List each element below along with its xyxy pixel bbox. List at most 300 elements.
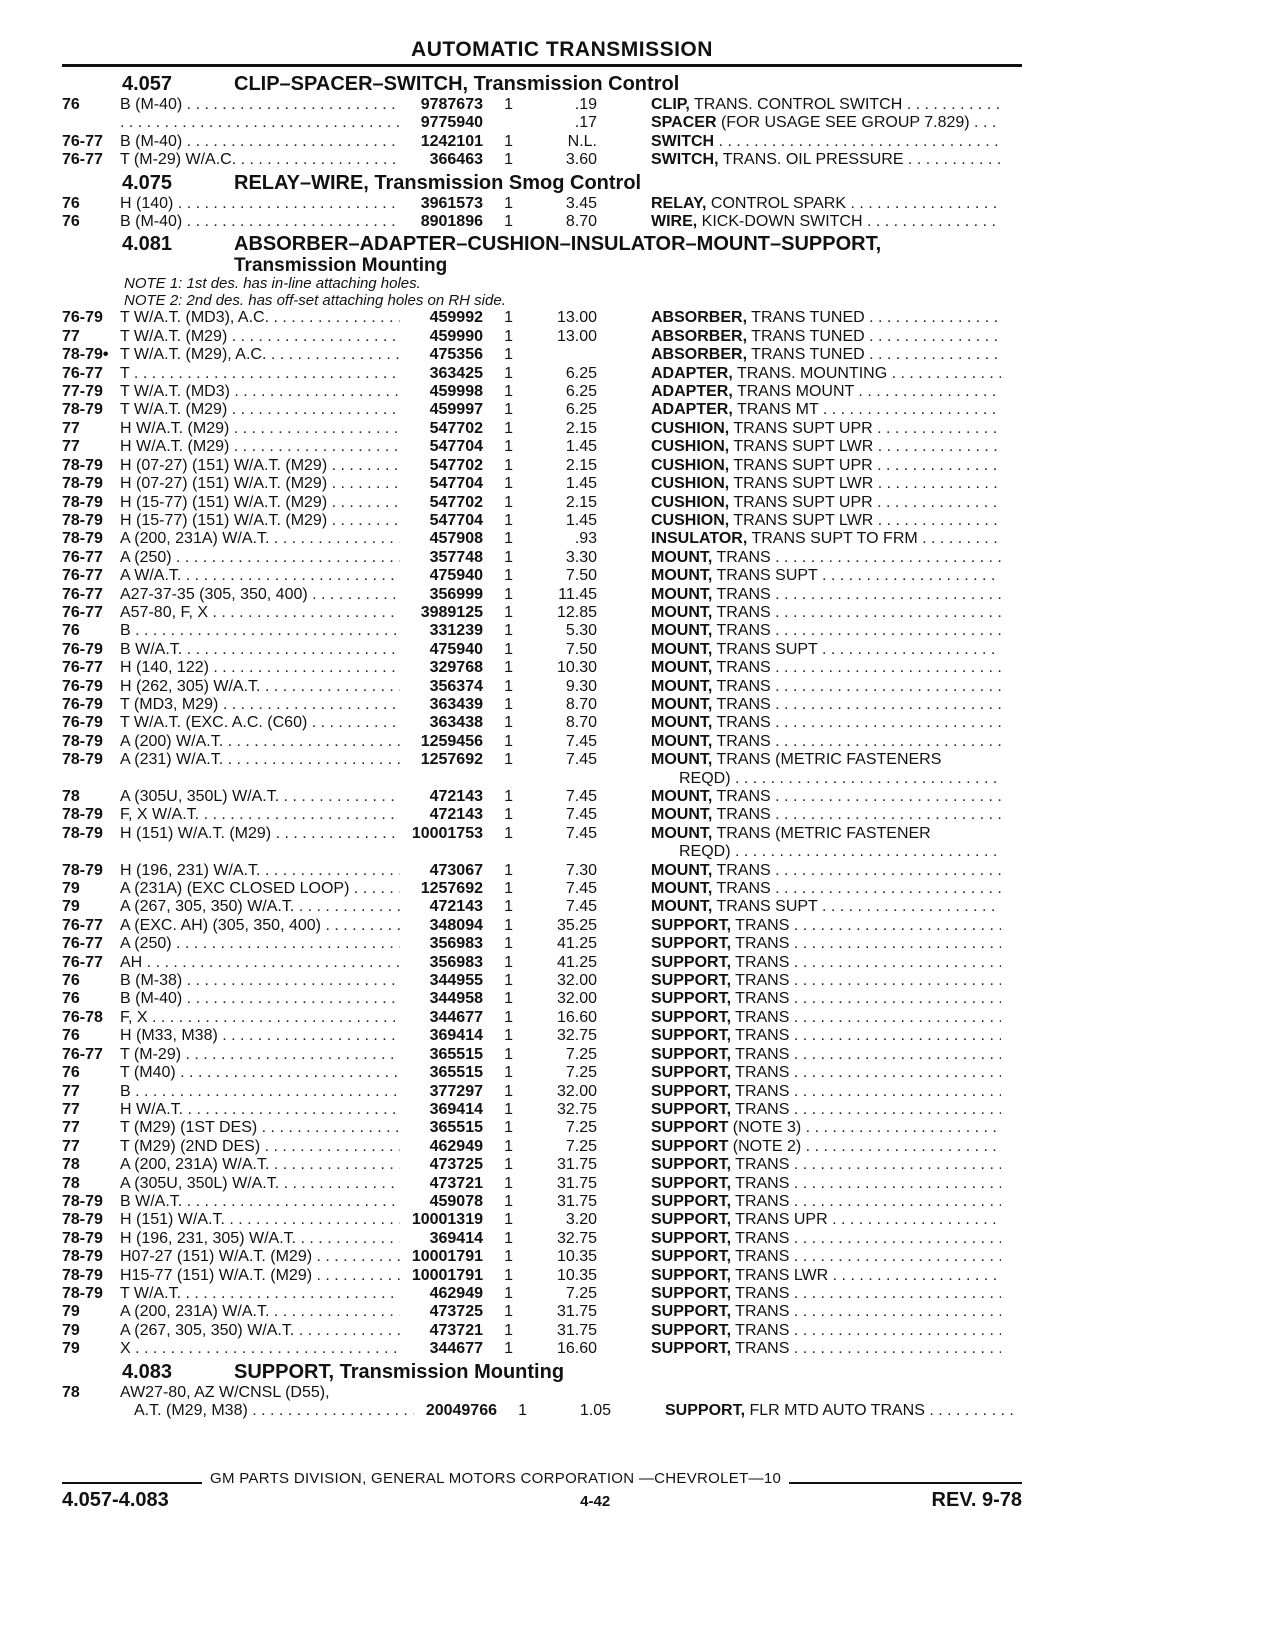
parts-row [62,475,1022,493]
model-year: 76 [62,622,80,640]
description [651,604,1001,622]
description-name: MOUNT, [651,824,713,842]
quantity: 1 [504,1156,513,1174]
description-name: RELAY, [651,194,707,212]
application [120,1009,400,1027]
application [120,641,400,659]
model-year: 79 [62,1303,80,1321]
description-detail: FLR MTD AUTO TRANS . . . [745,1402,1015,1419]
description-name: ABSORBER, [651,327,748,345]
price: 35.25 [556,916,597,934]
footer-page-number: 4-42 [580,1493,611,1510]
description-detail: TRANS . . . [731,1175,1001,1192]
application-text: A.T. (M29, M38) . . . [134,1402,414,1419]
quantity: 1 [504,898,513,916]
parts-row [62,954,1022,972]
part-number: 329768 [429,659,483,677]
application-text: F, X . . . [120,1009,400,1026]
quantity: 1 [504,1137,513,1155]
application [120,530,400,548]
description-detail: TRANS . . . [731,990,1001,1007]
application [120,898,400,916]
description [651,954,1001,972]
description-detail: TRANS . . . [731,1083,1001,1100]
quantity: 1 [504,1100,513,1118]
price: 31.75 [556,1303,597,1321]
part-number: 1257692 [420,751,483,769]
parts-row [62,1119,1022,1137]
application [120,1046,400,1064]
quantity: 1 [504,622,513,640]
description-name: SUPPORT, [651,1340,732,1358]
description-detail: TRANS LWR . . . [731,1267,1001,1284]
description-detail: TRANS MOUNT . . . [733,383,1001,400]
price: 7.25 [565,1284,597,1302]
parts-row [62,622,1022,640]
quantity: 1 [504,1045,513,1063]
model-year: 76-79 [62,695,103,713]
application-text: A (267, 305, 350) W/A.T. . . . [120,1322,400,1339]
part-number: 3989125 [420,603,483,621]
model-year: 78-79 [62,751,103,769]
description [651,1101,1001,1119]
parts-row [62,549,1022,567]
description-name: MOUNT, [651,640,713,658]
model-year: 76-79 [62,309,103,327]
quantity: 1 [504,732,513,750]
quantity: 1 [504,861,513,879]
application [120,1303,400,1321]
model-year: 76-77 [62,567,103,585]
application [120,586,400,604]
parts-row [62,1027,1022,1045]
description-continuation-text: REQD) . . . [679,770,1001,787]
section-heading [62,172,1022,195]
parts-row [62,365,1022,383]
part-number: 8901896 [420,213,483,231]
quantity: 1 [504,1284,513,1302]
price: 32.00 [556,1082,597,1100]
parts-row-continuation [62,843,1022,861]
application [120,1156,400,1174]
application [120,475,400,493]
description-name: WIRE, [651,213,698,231]
description [651,1046,1001,1064]
application [120,438,400,456]
application-text: A (200) W/A.T. . . . [120,733,400,750]
application-text: H (M33, M38) . . . [120,1027,400,1044]
description-detail: TRANS SUPT UPR . . . [729,457,1001,474]
description-name: CUSHION, [651,511,730,529]
description [651,1083,1001,1101]
application [120,213,400,231]
model-year: 76 [62,1027,80,1045]
application-text: T W/A.T. (M29), A.C. . . . [120,346,400,363]
price: 32.75 [556,1229,597,1247]
parts-row [62,328,1022,346]
model-year: 76-79 [62,677,103,695]
description [651,806,1001,824]
application-text: H (196, 231, 305) W/A.T. . . . [120,1230,400,1247]
description [651,898,1001,916]
quantity: 1 [504,132,513,150]
description-detail: TRANS MT . . . [733,401,1001,418]
description-detail: TRANS SUPT UPR . . . [729,420,1001,437]
quantity: 1 [504,364,513,382]
description [651,1064,1001,1082]
parts-row [62,862,1022,880]
part-number: 473725 [429,1156,483,1174]
model-year: 78-79 [62,475,103,493]
description-name: INSULATOR, [651,530,748,548]
description-detail: (FOR USAGE SEE GROUP 7.829) . . . [717,114,1002,131]
parts-row [62,1248,1022,1266]
application-text: H (196, 231) W/A.T. . . . [120,862,400,879]
price: 32.75 [556,1027,597,1045]
model-year: 78-79 [62,511,103,529]
application [120,1402,414,1420]
parts-row [62,1384,1022,1402]
footer-revision: REV. 9-78 [931,1489,1022,1511]
description-name: SUPPORT, [651,1064,732,1082]
section-heading [62,73,1022,96]
parts-row [62,346,1022,364]
quantity: 1 [504,603,513,621]
description-detail: KICK-DOWN SWITCH . . . [697,213,1001,230]
application [120,696,400,714]
application-text: A (250) . . . [120,549,400,566]
part-number: 459990 [429,327,483,345]
model-year: 76 [62,96,80,113]
application-text: H W/A.T. (M29) . . . [120,438,400,455]
quantity: 1 [504,677,513,695]
application [120,806,400,824]
price: .19 [574,96,597,113]
price: .17 [574,114,597,132]
application-text: AH . . . [120,954,400,971]
parts-row [62,990,1022,1008]
quantity: 1 [504,493,513,511]
model-year: 76-77 [62,548,103,566]
description-name: SUPPORT, [651,1008,732,1026]
application-text: H (140, 122) . . . [120,659,400,676]
parts-row [62,1138,1022,1156]
parts-row [62,494,1022,512]
quantity: 1 [504,456,513,474]
description [651,1138,1001,1156]
description-detail: TRANS . . . [731,1285,1001,1302]
description-name: SUPPORT, [665,1402,746,1419]
page-footer [62,1470,1022,1512]
application [120,401,400,419]
description [651,494,1001,512]
application-text: T (M-29) W/A.C. . . . [120,151,400,168]
application [120,990,400,1008]
description [651,96,1001,114]
application [120,309,400,327]
price: 7.45 [565,806,597,824]
quantity: 1 [504,953,513,971]
section-title: SUPPORT, Transmission Mounting [234,1360,565,1383]
description-detail: TRANS (METRIC FASTENER [712,824,931,842]
quantity: 1 [504,1027,513,1045]
application-text: A (267, 305, 350) W/A.T. . . . [120,898,400,915]
part-number: 10001791 [411,1266,483,1284]
part-number: 473067 [429,861,483,879]
description-name: SUPPORT, [651,935,732,953]
application-text: A W/A.T. . . . [120,567,400,584]
footer-rule-right [789,1482,1022,1484]
price: 3.60 [565,151,597,169]
price: 1.45 [565,438,597,456]
description [651,365,1001,383]
parts-row [62,1322,1022,1340]
price: 1.05 [579,1402,611,1419]
application-text: B (M-40) . . . [120,990,400,1007]
part-number: 366463 [429,151,483,169]
quantity: 1 [504,194,513,212]
part-number: 547702 [429,493,483,511]
price: 10.35 [556,1248,597,1266]
description-detail: TRANS UPR . . . [731,1211,1001,1228]
parts-row [62,438,1022,456]
part-number: 365515 [429,1045,483,1063]
application-text: T (M-29) . . . [120,1046,400,1063]
parts-row [62,751,1022,769]
description-name: MOUNT, [651,677,713,695]
section-heading [62,233,1022,256]
description-name: SUPPORT [651,1119,729,1137]
description-name: CUSHION, [651,419,730,437]
footer-line [62,1470,1022,1487]
description [651,346,1001,364]
parts-row [62,1083,1022,1101]
description-name: SUPPORT, [651,1284,732,1302]
price: 1.45 [565,475,597,493]
application-text: T (M29) (2ND DES) . . . [120,1138,400,1155]
application [120,954,400,972]
application-text: X . . . [120,1340,400,1357]
section-title: RELAY–WIRE, Transmission Smog Control [234,171,642,194]
description-detail: TRANS SUPT LWR . . . [729,512,1001,529]
application-text: H (262, 305) W/A.T. . . . [120,678,400,695]
application [120,972,400,990]
quantity: 1 [504,327,513,345]
model-year: 76-77 [62,132,103,150]
parts-row [62,1101,1022,1119]
model-year: 76-77 [62,364,103,382]
application-text: B W/A.T. . . . [120,641,400,658]
model-year: 77 [62,1100,80,1118]
application-text: T (MD3, M29) . . . [120,696,400,713]
part-number: 462949 [429,1284,483,1302]
application-text: H W/A.T. . . . [120,1101,400,1118]
parts-row [62,133,1022,151]
application [120,420,400,438]
price: 2.15 [565,493,597,511]
description-detail [714,133,1001,150]
description-name: SUPPORT, [651,972,732,990]
application-text: H (15-77) (151) W/A.T. (M29) . . . [120,512,400,529]
catalog-page [62,38,1022,1420]
description [651,696,1001,714]
model-year: 78-79• [62,346,109,364]
description [651,586,1001,604]
quantity: 1 [504,880,513,898]
description [651,1119,1001,1137]
model-year: 76-78 [62,1008,103,1026]
application-text: T (M40) . . . [120,1064,400,1081]
description [651,1248,1001,1266]
part-number: 344955 [429,972,483,990]
part-number: 457908 [429,530,483,548]
model-year: 79 [62,880,80,898]
description-detail: TRANS . . . [712,586,1001,603]
quantity: 1 [504,659,513,677]
model-year: 78-79 [62,530,103,548]
model-year: 76-79 [62,714,103,732]
parts-row [62,383,1022,401]
price: 7.45 [565,751,597,769]
quantity: 1 [504,916,513,934]
parts-row [62,114,1022,132]
description [651,788,1001,806]
parts-row [62,1230,1022,1248]
description-detail: TRANS . . . [731,1322,1001,1339]
description-detail: TRANS TUNED . . . [747,309,1001,326]
application [120,917,400,935]
application [120,1384,400,1402]
application-text: H (15-77) (151) W/A.T. (M29) . . . [120,494,400,511]
description-name: SUPPORT, [651,1321,732,1339]
part-number: 1259456 [420,732,483,750]
description-detail: TRANS . . . [731,1027,1001,1044]
application [120,114,400,132]
description-detail: TRANS. MOUNTING . . . [733,365,1001,382]
model-year: 78-79 [62,1248,103,1266]
price: 6.25 [565,383,597,401]
parts-row [62,1175,1022,1193]
description-name: SUPPORT, [651,1045,732,1063]
description [651,751,1001,769]
quantity: 1 [504,1321,513,1339]
part-number: 472143 [429,898,483,916]
quantity: 1 [504,585,513,603]
price: 11.45 [558,585,597,603]
description-detail: TRANS TUNED . . . [747,328,1001,345]
description [651,114,1001,132]
price: 41.25 [556,953,597,971]
description-name: MOUNT, [651,714,713,732]
description-name: SUPPORT, [651,1174,732,1192]
part-number: 369414 [429,1229,483,1247]
price: 3.45 [565,194,597,212]
model-year: 76 [62,1064,80,1082]
description [651,457,1001,475]
description [651,151,1001,169]
model-year: 79 [62,1340,80,1358]
description-detail: TRANS . . . [712,659,1001,676]
parts-row [62,825,1022,843]
application-text: H W/A.T. (M29) . . . [120,420,400,437]
description [651,383,1001,401]
description-name: MOUNT, [651,585,713,603]
part-number: 357748 [429,548,483,566]
application-text: A (305U, 350L) W/A.T. . . . [120,1175,400,1192]
description-detail: TRANS . . . [731,1101,1001,1118]
description-detail: TRANS . . . [731,1046,1001,1063]
model-year: 78-79 [62,456,103,474]
application-text: T (M29) (1ST DES) . . . [120,1119,400,1136]
description [651,133,1001,151]
parts-row [62,457,1022,475]
quantity: 1 [504,1229,513,1247]
application [120,1211,400,1229]
description-name: ADAPTER, [651,364,733,382]
price: 16.60 [556,1008,597,1026]
description-detail: TRANS (METRIC FASTENERS [712,751,942,769]
application [120,195,400,213]
description-name: MOUNT, [651,548,713,566]
application-text: B . . . [120,622,400,639]
description [651,678,1001,696]
part-number: 9787673 [420,96,483,113]
description-detail: TRANS . . . [731,972,1001,989]
model-year: 78-79 [62,1266,103,1284]
parts-row [62,1285,1022,1303]
quantity: 1 [504,714,513,732]
description [651,714,1001,732]
quantity: 1 [504,990,513,1008]
description-detail: TRANS TUNED . . . [747,346,1001,363]
application-text: B . . . [120,1083,400,1100]
description [651,438,1001,456]
price: 32.75 [556,1100,597,1118]
description-detail: TRANS . . . [712,788,1001,805]
quantity: 1 [504,151,513,169]
part-number: 344958 [429,990,483,1008]
description [651,917,1001,935]
quantity: 1 [504,1303,513,1321]
part-number: 459998 [429,383,483,401]
quantity: 1 [504,1211,513,1229]
quantity: 1 [504,548,513,566]
description-detail: TRANS . . . [731,1156,1001,1173]
description [651,420,1001,438]
parts-row [62,917,1022,935]
description-detail: TRANS . . . [731,1009,1001,1026]
parts-row-continuation [62,770,1022,788]
description [651,401,1001,419]
parts-row [62,420,1022,438]
part-number: 331239 [429,622,483,640]
model-year: 78-79 [62,861,103,879]
part-number: 473721 [429,1174,483,1192]
footer-bottom [62,1489,1022,1512]
description-name: CUSHION, [651,493,730,511]
description [651,1340,1001,1358]
part-number: 1257692 [420,880,483,898]
application-text: A (200, 231A) W/A.T. . . . [120,530,400,547]
description-detail: CONTROL SPARK . . . [706,195,1001,212]
price: 31.75 [556,1174,597,1192]
model-year: 78 [62,1156,80,1174]
application-text: A (EXC. AH) (305, 350, 400) . . . [120,917,400,934]
price: 1.45 [565,511,597,529]
application [120,733,400,751]
part-number: 10001319 [411,1211,483,1229]
application [120,1340,400,1358]
